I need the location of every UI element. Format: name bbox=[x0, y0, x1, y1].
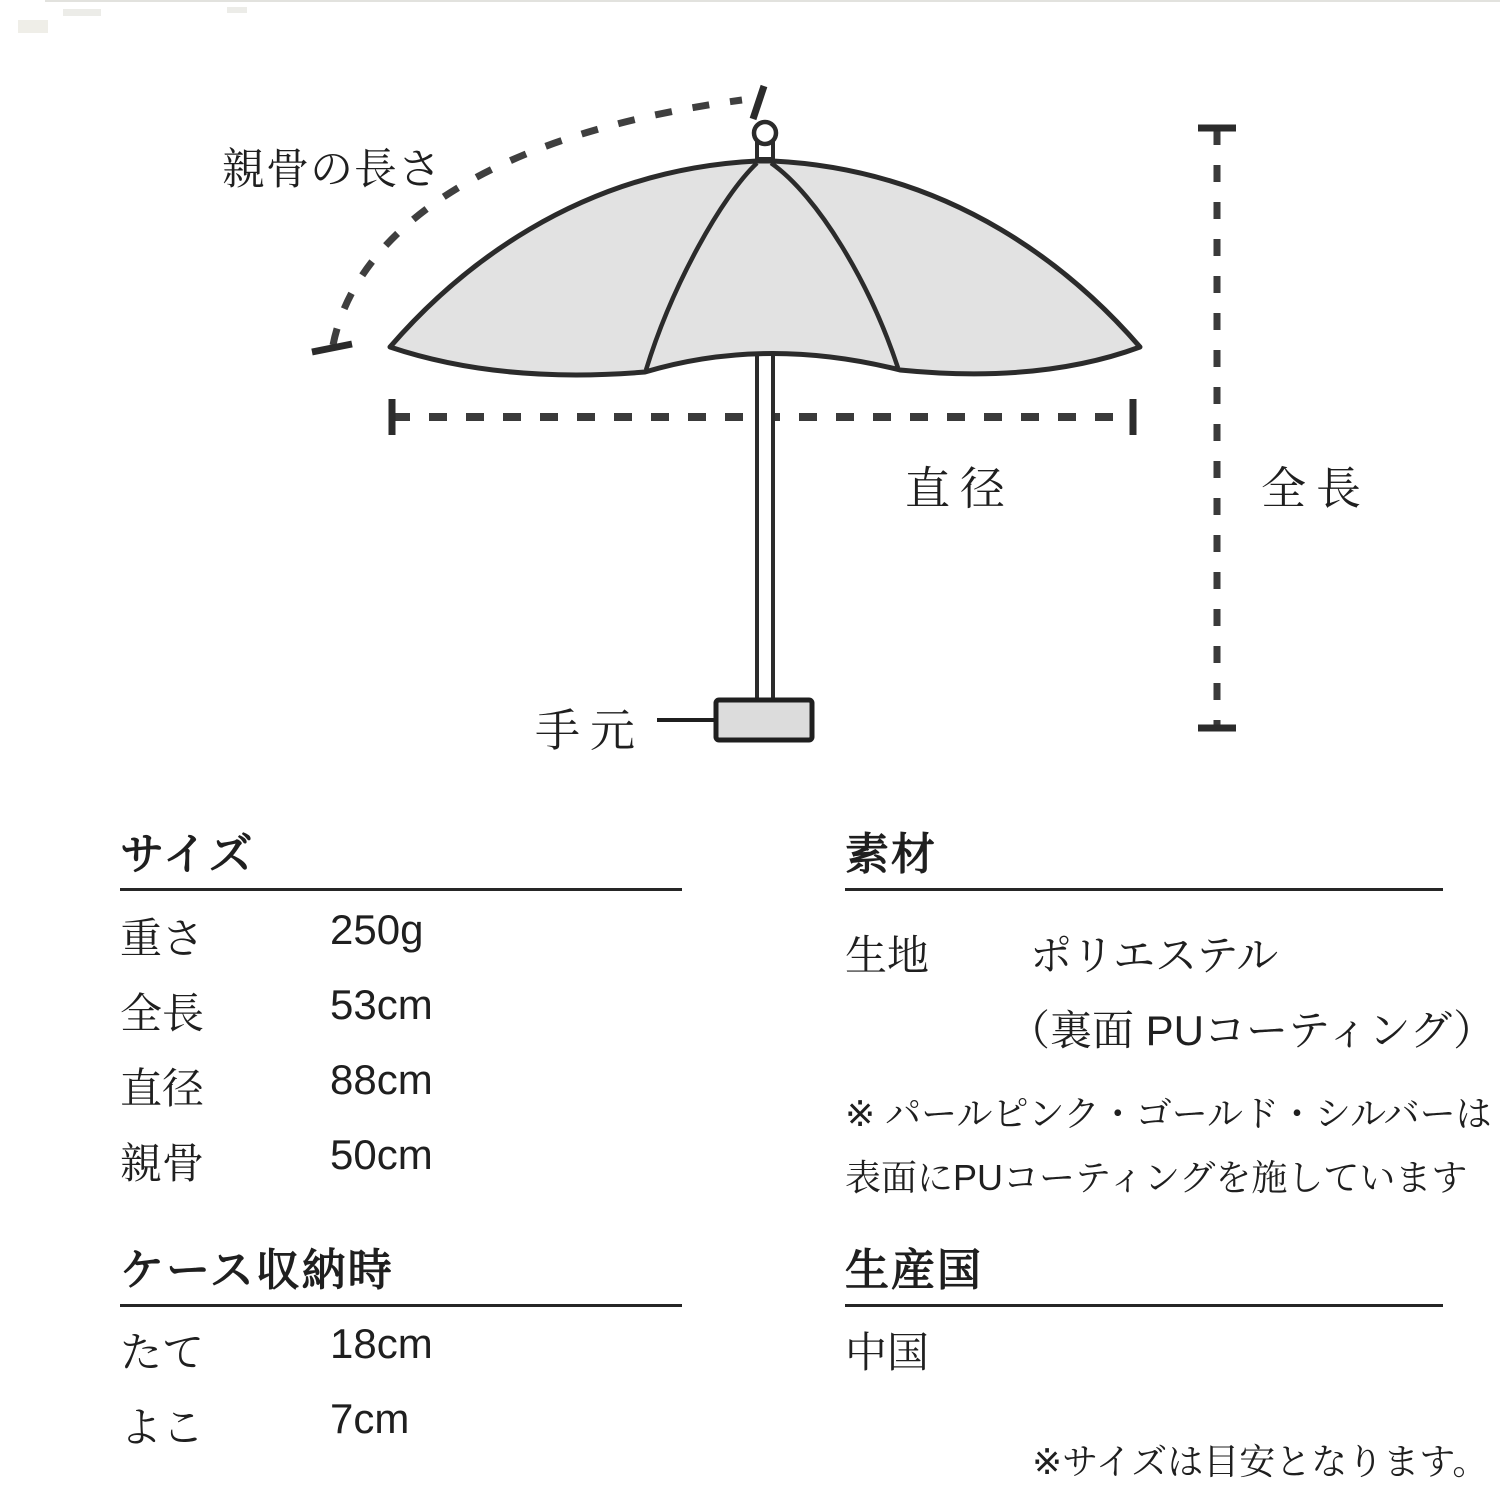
country-section-rule bbox=[845, 1304, 1443, 1307]
total-length-line bbox=[1198, 128, 1236, 728]
material-section-rule bbox=[845, 888, 1443, 891]
size-row-value: 250g bbox=[330, 906, 424, 953]
umbrella-handle bbox=[716, 700, 812, 740]
case-row-label: よこ bbox=[120, 1404, 205, 1451]
case-row-label: たて bbox=[120, 1329, 205, 1376]
umbrella-top-knob bbox=[754, 122, 776, 159]
rib-length-label: 親骨の長さ bbox=[222, 146, 442, 194]
case-section-title: ケース収納時 bbox=[120, 1246, 394, 1295]
case-section-rule bbox=[120, 1304, 682, 1307]
material-row-label: 生地 bbox=[845, 932, 930, 979]
size-section-title: サイズ bbox=[120, 830, 255, 879]
umbrella-canopy bbox=[390, 161, 1140, 375]
size-row-value: 88cm bbox=[330, 1056, 433, 1103]
size-row-value: 53cm bbox=[330, 981, 433, 1028]
size-row-label: 重さ bbox=[120, 915, 205, 962]
size-section-rule bbox=[120, 888, 682, 891]
diameter-label: 直径 bbox=[905, 463, 1016, 514]
total-length-label: 全長 bbox=[1261, 463, 1372, 514]
country-value: 中国 bbox=[845, 1329, 930, 1376]
size-disclaimer-footnote: ※サイズは目安となります。 bbox=[1032, 1441, 1489, 1482]
case-row-value: 18cm bbox=[330, 1320, 433, 1367]
material-section-title: 素材 bbox=[845, 830, 937, 879]
material-row-value: ポリエステル bbox=[1030, 932, 1279, 979]
size-row-label: 親骨 bbox=[120, 1140, 205, 1187]
size-row-label: 直径 bbox=[120, 1065, 205, 1112]
size-row-label: 全長 bbox=[120, 990, 205, 1037]
size-row-value: 50cm bbox=[330, 1131, 433, 1178]
case-row-value: 7cm bbox=[330, 1395, 410, 1442]
material-note-line1: ※ パールピンク・ゴールド・シルバーは bbox=[845, 1093, 1492, 1134]
handle-label: 手元 bbox=[535, 705, 646, 756]
material-note-line2: 表面にPUコーティングを施しています bbox=[845, 1157, 1468, 1198]
country-section-title: 生産国 bbox=[845, 1246, 983, 1295]
material-row-value-line2: （裏面 PUコーティング） bbox=[1008, 1007, 1496, 1054]
